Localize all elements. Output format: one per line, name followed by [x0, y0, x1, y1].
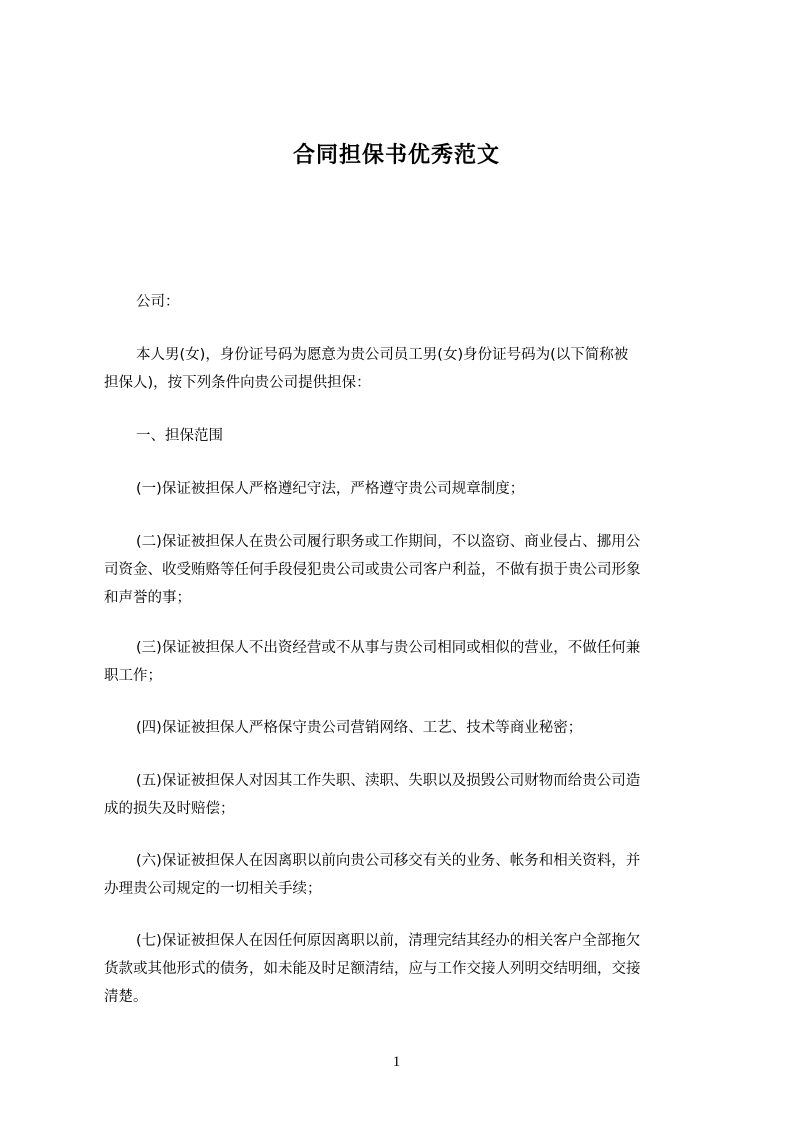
paragraph-line: (六)保证被担保人在因离职以前向贵公司移交有关的业务、帐务和相关资料，并 — [136, 853, 641, 869]
clause-4 — [104, 714, 700, 742]
clause-3 — [104, 634, 700, 690]
paragraph-line: 和声誉的事； — [104, 590, 191, 606]
paragraph-line: 公司： — [136, 294, 180, 310]
paragraph-line: (三)保证被担保人不出资经营或不从事与贵公司相同或相似的营业，不做任何兼 — [136, 640, 641, 656]
paragraph-line: 办理贵公司规定的一切相关手续； — [104, 881, 322, 897]
page-number: 1 — [392, 1054, 401, 1070]
paragraph-line: (二)保证被担保人在贵公司履行职务或工作期间，不以盗窃、商业侵占、挪用公 — [136, 534, 641, 550]
paragraph-line: 货款或其他形式的债务，如未能及时足额清结，应与工作交接人列明交结明细，交接 — [104, 961, 641, 977]
paragraph-line: (五)保证被担保人对因其工作失职、渎职、失职以及损毁公司财物而给贵公司造 — [136, 773, 641, 789]
intro-paragraph — [104, 341, 700, 397]
document-title: 合同担保书优秀范文 — [292, 143, 500, 168]
clause-5 — [104, 767, 700, 823]
paragraph-line: 司资金、收受贿赂等任何手段侵犯贵公司或贵公司客户利益，不做有损于贵公司形象 — [104, 562, 641, 578]
paragraph-line: 担保人)，按下列条件向贵公司提供担保： — [104, 375, 371, 391]
paragraph-line: 本人男(女)，身份证号码为愿意为贵公司员工男(女)身份证号码为(以下简称被 — [136, 347, 629, 363]
section-heading — [104, 422, 700, 450]
clause-7 — [104, 927, 700, 1011]
salutation-paragraph — [104, 288, 700, 316]
paragraph-line: 成的损失及时赔偿； — [104, 801, 235, 817]
clause-2 — [104, 528, 700, 612]
paragraph-line: 一、担保范围 — [136, 428, 223, 444]
paragraph-line: (四)保证被担保人严格保守贵公司营销网络、工艺、技术等商业秘密； — [136, 720, 583, 736]
paragraph-line: (一)保证被担保人严格遵纪守法，严格遵守贵公司规章制度； — [136, 481, 525, 497]
clause-1 — [104, 475, 700, 503]
paragraph-line: 清楚。 — [104, 989, 148, 1005]
paragraph-line: (七)保证被担保人在因任何原因离职以前，清理完结其经办的相关客户全部拖欠 — [136, 933, 641, 949]
paragraph-line: 职工作； — [104, 668, 162, 684]
clause-6 — [104, 847, 700, 903]
